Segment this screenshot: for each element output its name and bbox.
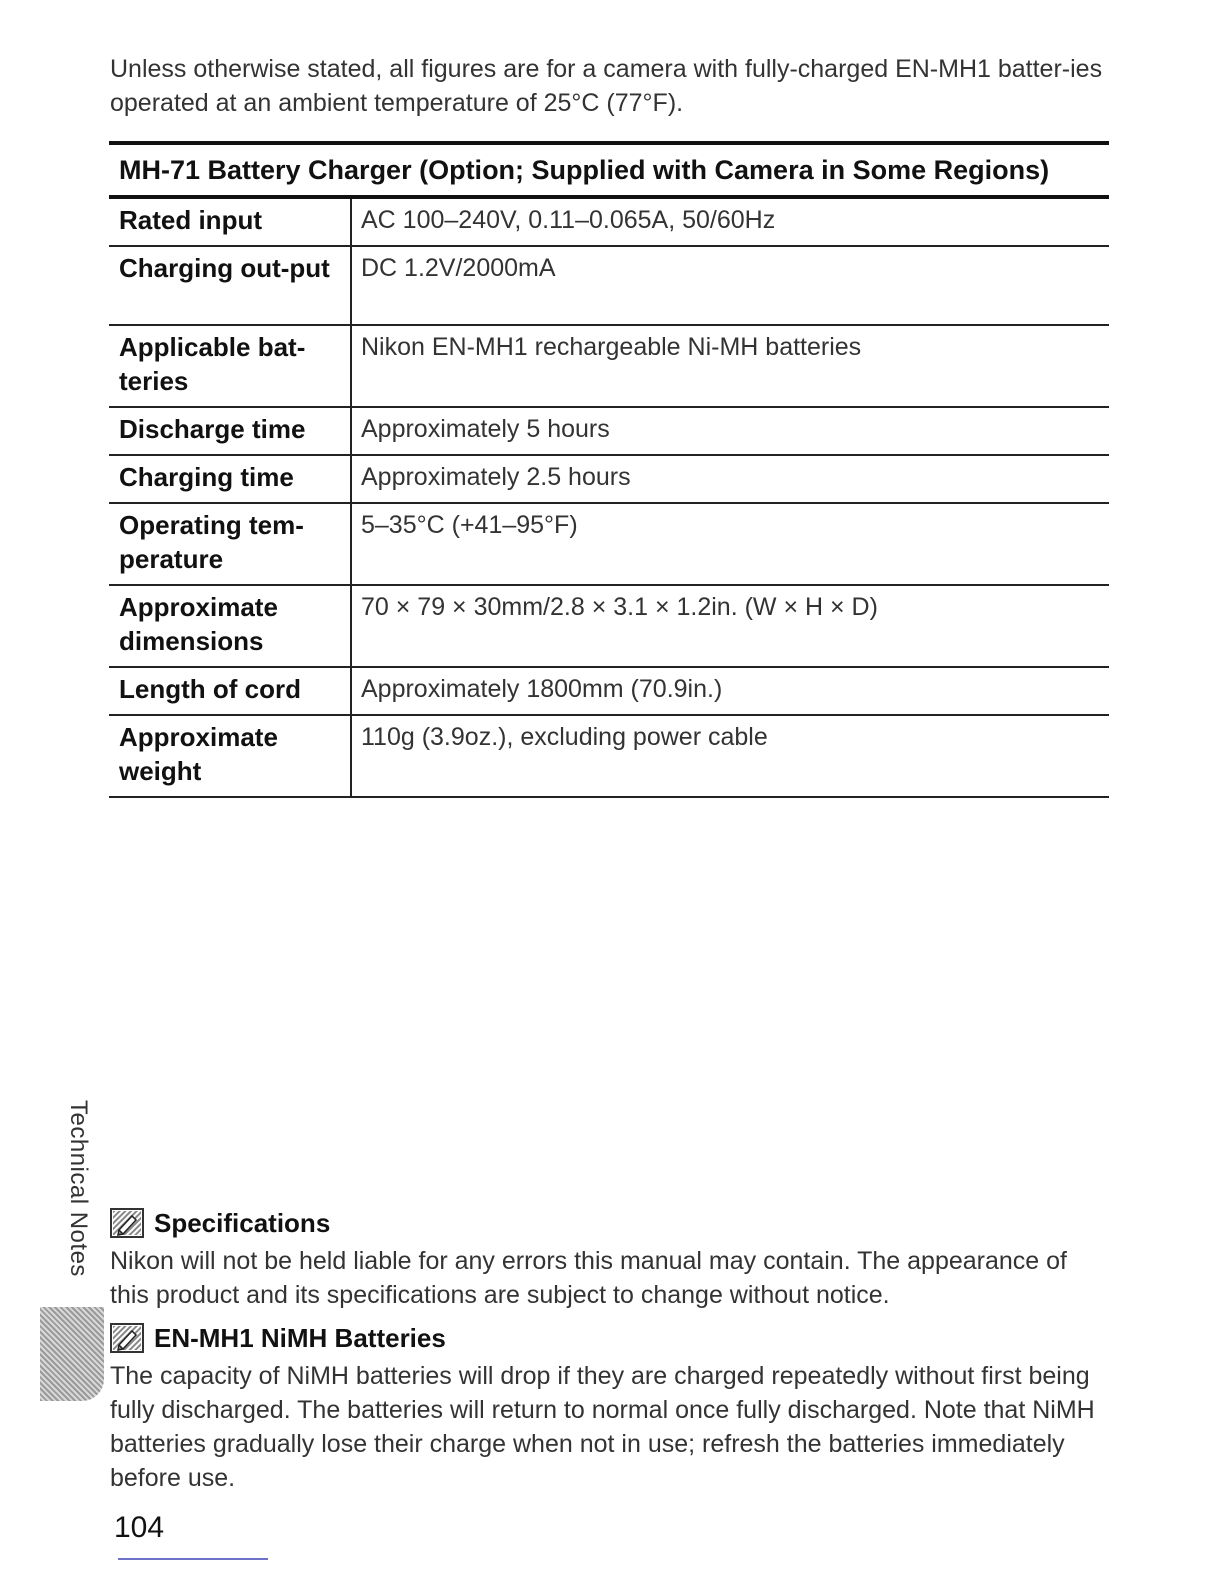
row-label: Approximate dimensions — [109, 585, 351, 667]
row-label: Operating tem-perature — [109, 503, 351, 585]
row-label: Charging time — [109, 455, 351, 503]
table-row — [109, 407, 1109, 455]
row-value: 70 × 79 × 30mm/2.8 × 3.1 × 1.2in. (W × H × D) — [351, 585, 1109, 667]
table-row — [109, 667, 1109, 715]
intro-text: Unless otherwise stated, all figures are for a camera with fully-charged EN-MH1 batter-ies operated at an ambient temperature of 25°C (77°F). — [110, 55, 1103, 117]
table-title: MH-71 Battery Charger (Option; Supplied with Camera in Some Regions) — [109, 143, 1109, 197]
note-specifications — [110, 1206, 1110, 1312]
note-title: Specifications — [154, 1207, 331, 1238]
table-row — [109, 325, 1109, 407]
row-value: AC 100–240V, 0.11–0.065A, 50/60Hz — [351, 197, 1109, 246]
row-value: Approximately 1800mm (70.9in.) — [351, 667, 1109, 715]
note-title: EN-MH1 NiMH Batteries — [154, 1322, 446, 1353]
pencil-note-icon — [110, 1208, 144, 1238]
table-row — [109, 585, 1109, 667]
table-row — [109, 455, 1109, 503]
battery-charger-spec-table — [109, 141, 1109, 798]
row-label-text: Charging out-put — [119, 253, 330, 283]
note-heading — [110, 1321, 1110, 1355]
row-value: Nikon EN-MH1 rechargeable Ni-MH batteries — [351, 325, 1109, 407]
row-label: Length of cord — [109, 667, 351, 715]
note-body: The capacity of NiMH batteries will drop if they are charged repeatedly without first being fully discharged. The batteries will return to normal once fully discharged. Note that NiMH batteries gradually lose their charge when not in use; refresh the batteries immediately before use. — [110, 1362, 1095, 1492]
row-value: Approximately 5 hours — [351, 407, 1109, 455]
row-label — [109, 246, 351, 325]
table-title-row — [109, 143, 1109, 197]
table-row — [109, 197, 1109, 246]
row-label: Approximate weight — [109, 715, 351, 797]
note-body: Nikon will not be held liable for any errors this manual may contain. The appearance of this product and its specifications are subject to change without notice. — [110, 1247, 1068, 1309]
pencil-note-icon — [110, 1323, 144, 1353]
row-label: Applicable bat-teries — [109, 325, 351, 407]
row-label: Rated input — [109, 197, 351, 246]
page-number: 104 — [114, 1511, 165, 1544]
page-number-rule — [118, 1558, 268, 1560]
row-value: Approximately 2.5 hours — [351, 455, 1109, 503]
row-label: Discharge time — [109, 407, 351, 455]
section-tab-label: Technical Notes — [65, 1100, 92, 1277]
table-row — [109, 503, 1109, 585]
note-batteries — [110, 1321, 1110, 1495]
row-value: DC 1.2V/2000mA — [351, 246, 1109, 325]
row-value: 5–35°C (+41–95°F) — [351, 503, 1109, 585]
section-tab-marker — [40, 1307, 104, 1401]
table-row — [109, 246, 1109, 325]
row-value: 110g (3.9oz.), excluding power cable — [351, 715, 1109, 797]
note-heading — [110, 1206, 1110, 1240]
table-row — [109, 715, 1109, 797]
